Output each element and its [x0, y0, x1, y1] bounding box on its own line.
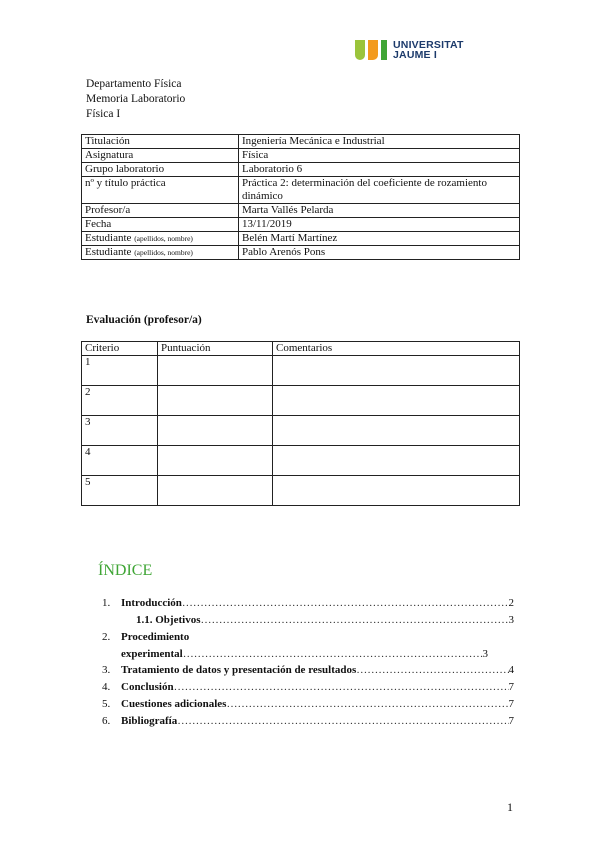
info-label	[82, 246, 239, 260]
toc-title: Conclusión	[121, 681, 174, 693]
page-number: 1	[507, 800, 513, 814]
toc-number: 4.	[102, 681, 111, 693]
toc-number: 6.	[102, 715, 111, 727]
info-label	[82, 232, 239, 246]
logo-line1: UNIVERSITAT	[393, 39, 464, 51]
evaluation-row	[82, 356, 520, 386]
info-label-text: Estudiante	[85, 232, 132, 244]
header-criterio: Criterio	[82, 342, 158, 356]
evaluation-row	[82, 476, 520, 506]
toc-item-objetivos[interactable]	[98, 613, 514, 627]
toc-page: 7	[508, 698, 514, 710]
toc-leader	[174, 680, 509, 694]
toc-page: 7	[508, 681, 514, 693]
puntuacion-cell	[158, 386, 273, 416]
info-row	[82, 135, 520, 149]
toc-item-introduccion[interactable]	[98, 596, 514, 610]
toc-title: Cuestiones adicionales	[121, 698, 227, 710]
toc-leader	[226, 697, 508, 711]
toc-leader	[182, 596, 509, 610]
info-label: Profesor/a	[82, 204, 239, 218]
criterio-number: 5	[82, 476, 158, 506]
header-comentarios: Comentarios	[273, 342, 520, 356]
logo-text	[393, 40, 464, 60]
toc-item-procedimiento-cont[interactable]	[98, 647, 514, 661]
toc-number: 3.	[102, 664, 111, 676]
criterio-number: 4	[82, 446, 158, 476]
comentarios-cell	[273, 476, 520, 506]
info-value: Marta Vallés Pelarda	[239, 204, 520, 218]
info-row	[82, 218, 520, 232]
toc-page: 7	[508, 715, 514, 727]
header-puntuacion: Puntuación	[158, 342, 273, 356]
info-label: nº y título práctica	[82, 177, 239, 204]
info-row	[82, 149, 520, 163]
toc-number: 1.	[102, 597, 111, 609]
toc-item-conclusion[interactable]	[98, 680, 514, 694]
toc-title: experimental	[121, 648, 183, 660]
info-row	[82, 177, 520, 204]
memoria-label: Memoria Laboratorio	[86, 93, 186, 105]
info-value: 13/11/2019	[239, 218, 520, 232]
evaluation-row	[82, 386, 520, 416]
toc-title: Tratamiento de datos y presentación de resultados	[121, 664, 357, 676]
info-label-note: (apellidos, nombre)	[134, 234, 193, 243]
document-header	[86, 77, 185, 122]
logo-line2: JAUME I	[393, 49, 437, 61]
indice-title: ÍNDICE	[98, 562, 153, 579]
toc-item-cuestiones[interactable]	[98, 697, 514, 711]
toc-page: 3	[482, 648, 488, 660]
info-value: Práctica 2: determinación del coeficiente de rozamiento dinámico	[239, 177, 520, 204]
info-value: Física	[239, 149, 520, 163]
info-label: Fecha	[82, 218, 239, 232]
toc-leader	[356, 663, 508, 677]
info-value: Ingeniería Mecánica e Industrial	[239, 135, 520, 149]
info-table	[81, 134, 520, 260]
evaluation-header-row	[82, 342, 520, 356]
info-row	[82, 232, 520, 246]
info-label-note: (apellidos, nombre)	[134, 248, 193, 257]
info-value: Belén Martí Martínez	[239, 232, 520, 246]
logo-block-u	[355, 40, 365, 60]
logo-block-j	[368, 40, 378, 60]
evaluation-title: Evaluación (profesor/a)	[86, 314, 202, 326]
toc-item-procedimiento[interactable]	[98, 630, 514, 644]
toc-page: 3	[508, 614, 514, 626]
comentarios-cell	[273, 446, 520, 476]
puntuacion-cell	[158, 356, 273, 386]
info-value: Pablo Arenós Pons	[239, 246, 520, 260]
toc-page: 4	[508, 664, 514, 676]
info-row	[82, 246, 520, 260]
info-label: Asignatura	[82, 149, 239, 163]
evaluation-row	[82, 446, 520, 476]
comentarios-cell	[273, 386, 520, 416]
info-row	[82, 163, 520, 177]
comentarios-cell	[273, 356, 520, 386]
toc-page: 2	[508, 597, 514, 609]
university-logo	[355, 40, 464, 60]
evaluation-table	[81, 341, 520, 506]
info-value: Laboratorio 6	[239, 163, 520, 177]
toc-title: Introducción	[121, 597, 182, 609]
toc-item-bibliografia[interactable]	[98, 714, 514, 728]
uji-logo-icon	[355, 40, 387, 60]
info-label: Titulación	[82, 135, 239, 149]
evaluation-row	[82, 416, 520, 446]
criterio-number: 3	[82, 416, 158, 446]
puntuacion-cell	[158, 476, 273, 506]
toc-leader	[200, 613, 508, 627]
criterio-number: 1	[82, 356, 158, 386]
toc-title: Procedimiento	[121, 631, 190, 643]
course-name: Física I	[86, 108, 121, 120]
info-label: Grupo laboratorio	[82, 163, 239, 177]
comentarios-cell	[273, 416, 520, 446]
puntuacion-cell	[158, 446, 273, 476]
toc-title: Bibliografía	[121, 715, 178, 727]
info-row	[82, 204, 520, 218]
toc-leader	[183, 647, 483, 661]
toc-leader	[177, 714, 508, 728]
logo-block-i	[381, 40, 387, 60]
toc-number: 5.	[102, 698, 111, 710]
toc-number: 2.	[102, 631, 111, 643]
criterio-number: 2	[82, 386, 158, 416]
department: Departamento Física	[86, 78, 182, 90]
toc-item-tratamiento[interactable]	[98, 663, 514, 677]
toc-title: 1.1. Objetivos	[136, 614, 201, 626]
puntuacion-cell	[158, 416, 273, 446]
info-label-text: Estudiante	[85, 246, 132, 258]
